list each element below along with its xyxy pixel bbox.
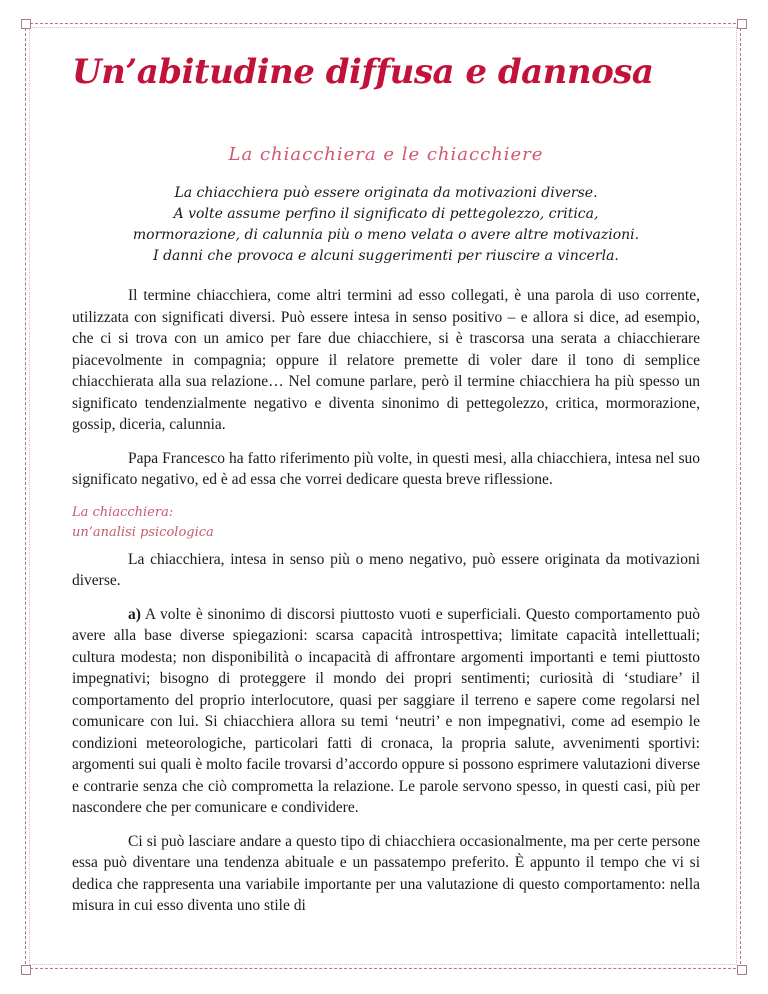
intro-line: I danni che provoca e alcuni suggerimenti per riuscire a vincerla.: [153, 248, 619, 264]
intro-abstract: [72, 183, 700, 267]
intro-line: La chiacchiera può essere originata da motivazioni diverse.: [174, 185, 598, 201]
section-heading: [72, 503, 700, 543]
section-heading-line: La chiacchiera:: [72, 504, 174, 520]
intro-line: mormorazione, di calunnia più o meno velata o avere altre motivazioni.: [132, 227, 640, 243]
section-heading-line: un’analisi psicologica: [72, 524, 214, 540]
intro-line: A volte assume perfino il significato di pettegolezzo, critica,: [173, 206, 599, 222]
list-marker: a): [128, 605, 141, 623]
paragraph-5: Ci si può lasciare andare a questo tipo di chiacchiera occasionalmente, ma per certe persone essa può diventare una tendenza abituale e un passatempo preferito. È appunto il tempo che vi si dedica che rappresenta una variabile importante per una valutazione di questo comportamento: nella misura in cui esso diventa uno stile di: [72, 832, 700, 914]
corner-ornament-icon: [21, 965, 31, 975]
paragraph-2: Papa Francesco ha fatto riferimento più volte, in questi mesi, alla chiacchiera, intesa nel suo significato negativo, ed è ad essa che vorrei dedicare questa breve riflessione.: [72, 449, 700, 488]
page-title: Un’abitudine diffusa e dannosa: [72, 52, 654, 92]
article: [72, 46, 700, 929]
paragraph-4-text: A volte è sinonimo di discorsi piuttosto vuoti e superficiali. Questo comportamento può avere alla base diverse spiegazioni: scarsa capacità introspettiva; limitate capacità intellettuali; cultura modesta; non disponibilità o incapacità di affrontare argomenti importanti e temi piuttosto impegnativi; bisogno di proteggere il mondo dei propri sentimenti; curiosità di ‘studiare’ il comportamento del proprio interlocutore, quasi per saggiare il terreno e sapere come regolarsi nel comunicare con lui. Si chiacchiera allora su temi ‘neutri’ e non impegnativi, come ad esempio le condizioni meteorologiche, particolari fatti di cronaca, la propria salute, avvenimenti sportivi: argomenti sui quali è molto facile trovarsi d’accordo oppure si possono esprimere valutazioni diverse e contrarie senza che ciò comprometta la relazione. Le parole servono spesso, in questi casi, più per nascondere che per comunicare e condividere.: [72, 605, 700, 816]
corner-ornament-icon: [737, 19, 747, 29]
corner-ornament-icon: [21, 19, 31, 29]
paragraph-3: La chiacchiera, intesa in senso più o meno negativo, può essere originata da motivazioni diverse.: [72, 550, 700, 589]
paragraph-4: [72, 604, 700, 819]
paragraph-1: Il termine chiacchiera, come altri termini ad esso collegati, è una parola di uso corrente, utilizzata con significati diversi. Può essere intesa in senso positivo – e allora si dice, ad esempio, che ci si trova con un amico per fare due chiacchiere, si è trascorsa una serata a chiacchierare piacevolmente in compagnia; oppure il relatore premette di voler dare il tono di semplice chiacchierata alla sua relazione… Nel comune parlare, però il termine chiacchiera ha più spesso un significato tendenzialmente negativo e diventa sinonimo di pettegolezzo, critica, mormorazione, gossip, diceria, calunnia.: [72, 287, 700, 433]
corner-ornament-icon: [737, 965, 747, 975]
subtitle: La chiacchiera e le chiacchiere: [228, 144, 544, 165]
